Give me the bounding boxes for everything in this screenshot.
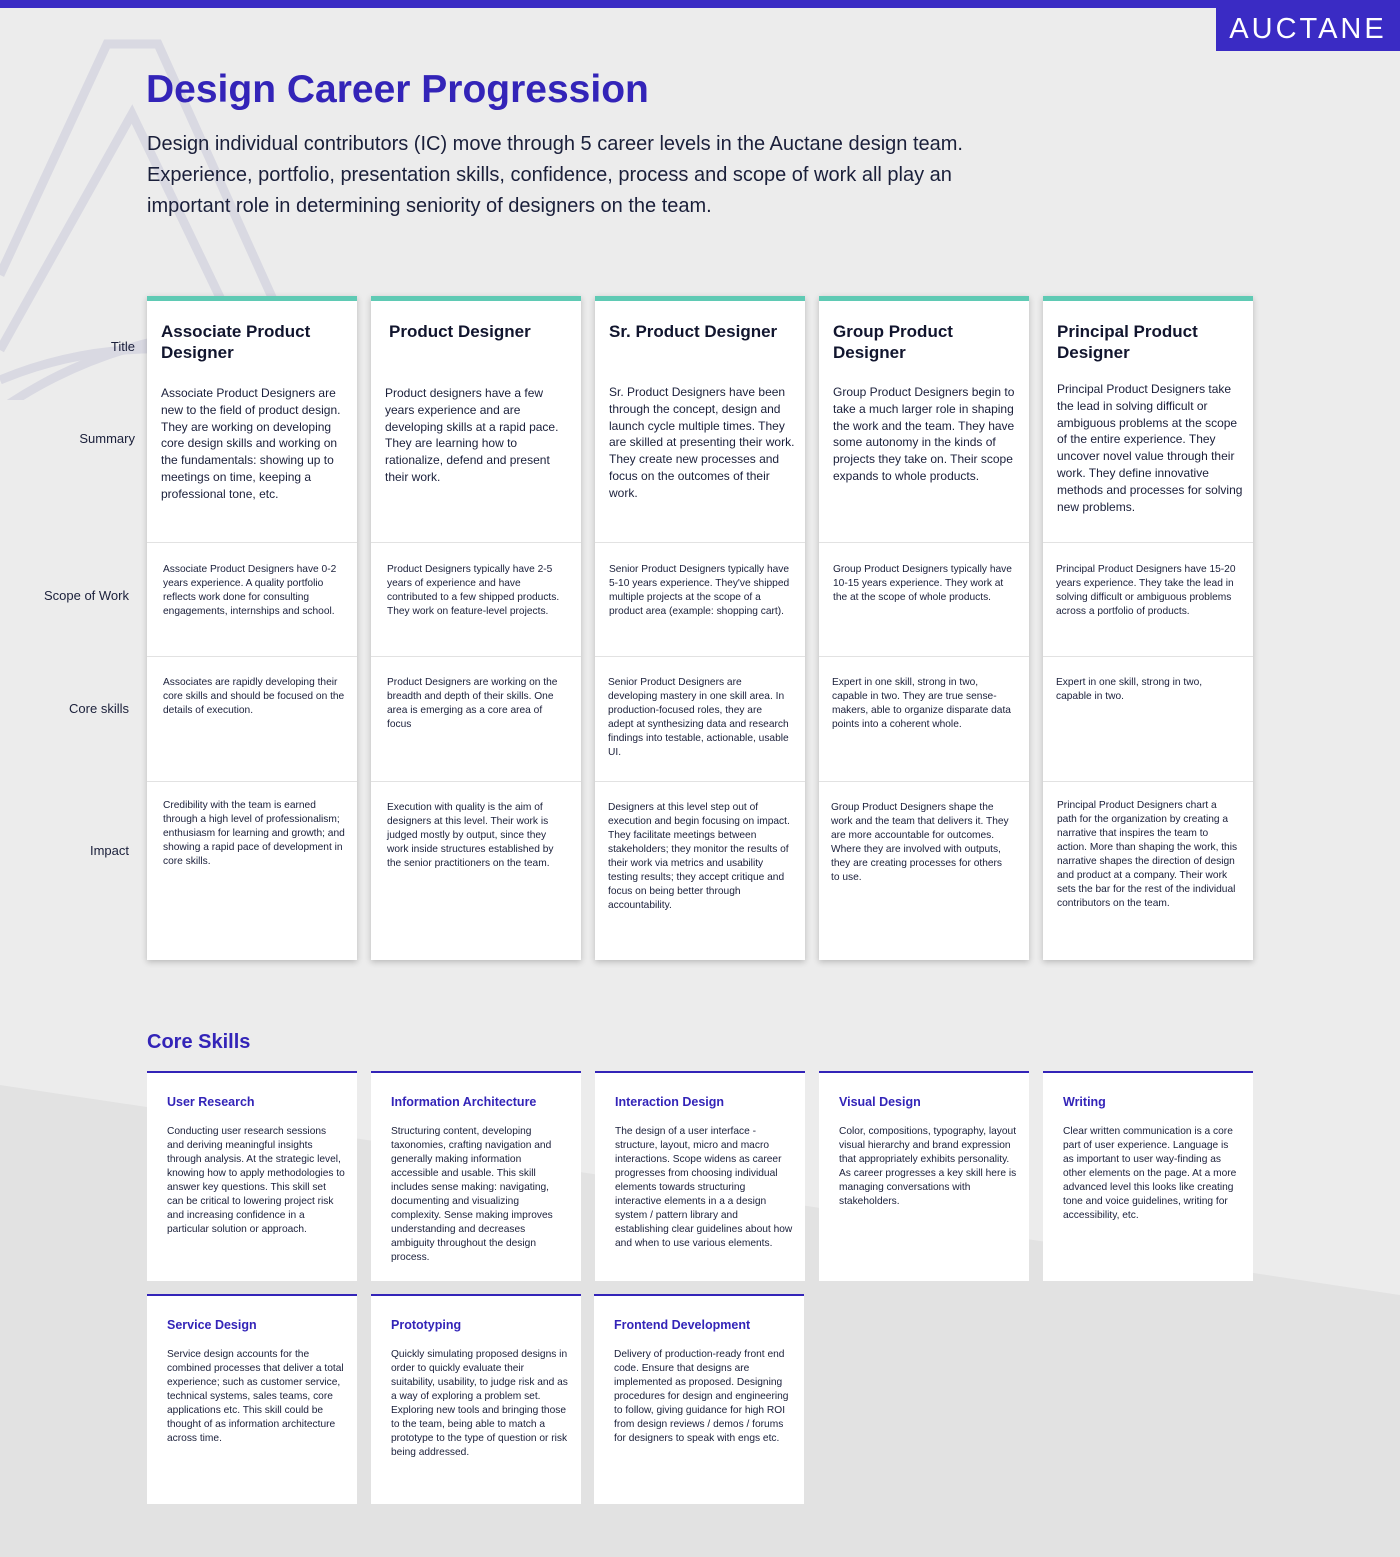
card-summary: Principal Product Designers take the lead in solving difficult or ambiguous problems at the scope of the entire experience. They uncover novel value through their work. They define innovative methods and processes for solving new problems. — [1057, 382, 1243, 514]
card-impact: Group Product Designers shape the work and the team that delivers it. They are more accountable for outcomes. Where they are involved with outputs, they are creating processes for others to use. — [831, 802, 1009, 883]
row-label-scope: Scope of Work — [43, 588, 129, 603]
card-impact-section — [595, 781, 805, 960]
card-header-section — [371, 301, 581, 542]
card-summary: Group Product Designers begin to take a much larger role in shaping the work and the team. They have some autonomy in the kinds of projects they take on. Their scope expands to whole products. — [833, 385, 1015, 483]
card-scope: Group Product Designers typically have 10-15 years experience. They work at the at the scope of whole products. — [833, 564, 1012, 603]
card-core-skills: Associates are rapidly developing their core skills and should be focused on the details of execution. — [163, 677, 345, 716]
card-scope-section — [1043, 542, 1253, 656]
card-core-section — [595, 656, 805, 781]
card-title: Product Designer — [389, 322, 531, 341]
card-core-skills: Expert in one skill, strong in two, capable in two. — [1056, 677, 1203, 702]
skill-description: Quickly simulating proposed designs in order to quickly evaluate their suitability, usability, to judge risk and as a way of exploring a problem set. Exploring new tools and bringing those to the team, being able to match a prototype to the type of question or risk being addressed. — [391, 1349, 568, 1458]
level-card-associate — [147, 296, 357, 960]
skill-card-information-architecture — [371, 1071, 581, 1281]
skill-description: Conducting user research sessions and deriving meaningful insights through analysis. At the strategic level, knowing how to apply methodologies to answer key questions. This skill set can be critical to lowering project risk and increasing confidence in a particular solution or approach. — [167, 1126, 345, 1235]
level-card-group — [819, 296, 1029, 960]
card-header-section — [1043, 301, 1253, 542]
card-summary: Product designers have a few years experience and are developing skills at a rapid pace. They are learning how to rationalize, defend and present their work. — [385, 386, 559, 484]
skill-card-service-design — [147, 1294, 357, 1504]
card-header-section — [147, 301, 357, 542]
skill-description: Color, compositions, typography, layout visual hierarchy and brand expression that appropriately exhibits personality. As career progresses a key skill here is managing conversations with stakeholders. — [839, 1126, 1017, 1207]
page-title: Design Career Progression — [146, 68, 649, 111]
card-title: Sr. Product Designer — [609, 322, 778, 341]
skill-name: Information Architecture — [391, 1095, 537, 1109]
card-core-skills: Senior Product Designers are developing mastery in one skill area. In production-focused roles, they are adept at synthesizing data and research findings into testable, actionable, usable UI. — [608, 677, 789, 758]
skill-card-frontend-development — [594, 1294, 804, 1504]
card-header-section — [819, 301, 1029, 542]
card-scope: Senior Product Designers typically have 5-10 years experience. They've shipped multiple projects at the scope of a product area (example: shopping cart). — [609, 564, 790, 617]
card-impact: Designers at this level step out of execution and begin focusing on impact. They facilitate meetings between stakeholders; they monitor the results of their work via metrics and usability testing results; they accept critique and focus on being better through accountability. — [608, 802, 790, 911]
skill-name: Writing — [1063, 1095, 1106, 1109]
skill-description: Delivery of production-ready front end code. Ensure that designs are implemented as proposed. Designing procedures for design and engineering to follow, giving guidance for high ROI from design reviews / demos / forums for designers to speak with engs etc. — [614, 1349, 789, 1444]
row-label-core-skills: Core skills — [69, 701, 129, 716]
card-impact-section — [819, 781, 1029, 960]
skill-description: Clear written communication is a core part of user experience. Language is as important to user way-finding as other elements on the page. At a more advanced level this looks like creating tone and voice guidelines, writing for accessibility, etc. — [1063, 1126, 1237, 1221]
core-skills-heading: Core Skills — [147, 1031, 251, 1053]
level-card-principal — [1043, 296, 1253, 960]
skill-description: The design of a user interface - structure, layout, micro and macro interactions. Scope widens as career progresses from choosing individual elements towards structuring interactive elements in a a design system / pattern library and establishing clear guidelines about how and when to use various elements. — [615, 1126, 793, 1249]
card-scope-section — [371, 542, 581, 656]
card-impact-section — [147, 781, 357, 960]
card-scope: Product Designers typically have 2-5 years of experience and have contributed to a few shipped products. They work on feature-level projects. — [387, 564, 560, 617]
skill-card-writing — [1043, 1071, 1253, 1281]
skill-description: Structuring content, developing taxonomies, crafting navigation and generally making information accessible and usable. This skill includes sense making: navigating, documenting and visualizing complexity. Sense making improves understanding and decreases ambiguity throughout the design process. — [391, 1126, 553, 1263]
card-scope: Associate Product Designers have 0-2 years experience. A quality portfolio reflects work done for consulting engagements, internships and school. — [163, 564, 337, 617]
skill-name: User Research — [167, 1095, 255, 1109]
card-core-skills: Expert in one skill, strong in two, capable in two. They are true sense-makers, able to organize disparate data points into a coherent whole. — [832, 677, 1011, 730]
card-title: Group Product Designer — [833, 322, 953, 362]
card-core-section — [371, 656, 581, 781]
card-core-section — [819, 656, 1029, 781]
card-scope-section — [819, 542, 1029, 656]
card-scope: Principal Product Designers have 15-20 years experience. They take the lead in solving difficult or ambiguous problems across a portfolio of products. — [1056, 564, 1236, 617]
brand-logo: AUCTANE — [1216, 8, 1400, 51]
card-summary: Associate Product Designers are new to the field of product design. They are working on developing core design skills and working on the fundamentals: showing up to meetings on time, keeping a professional tone, etc. — [161, 386, 341, 501]
row-label-title: Title — [110, 339, 135, 354]
card-header-section — [595, 301, 805, 542]
skill-card-user-research — [147, 1071, 357, 1281]
top-accent-bar — [0, 0, 1400, 8]
skill-card-interaction-design — [595, 1071, 805, 1281]
card-core-skills: Product Designers are working on the breadth and depth of their skills. One area is emerging as a core area of focus — [387, 677, 558, 730]
card-impact-section — [1043, 781, 1253, 960]
card-core-section — [147, 656, 357, 781]
card-core-section — [1043, 656, 1253, 781]
row-label-summary: Summary — [79, 431, 135, 446]
skill-card-visual-design — [819, 1071, 1029, 1281]
skill-name: Service Design — [167, 1318, 257, 1332]
card-title: Associate Product Designer — [161, 322, 311, 362]
skill-description: Service design accounts for the combined processes that deliver a total experience; such as customer service, technical systems, sales teams, core applications etc. This skill could be thought of as information architecture across time. — [167, 1349, 344, 1444]
card-summary: Sr. Product Designers have been through the concept, design and launch cycle multiple times. They are skilled at presenting their work. They create new processes and focus on the outcomes of their work. — [609, 385, 795, 500]
skill-name: Visual Design — [839, 1095, 921, 1109]
intro-paragraph: Design individual contributors (IC) move through 5 career levels in the Auctane design team. Experience, portfolio, presentation skills, confidence, process and scope of work all play an important role in determining seniority of designers on the team. — [147, 133, 963, 217]
card-title: Principal Product Designer — [1057, 322, 1198, 362]
card-scope-section — [147, 542, 357, 656]
skill-name: Interaction Design — [615, 1095, 725, 1109]
card-scope-section — [595, 542, 805, 656]
card-impact: Execution with quality is the aim of designers at this level. Their work is judged mostly by output, since they work inside structures established by the senior practitioners on the team. — [387, 802, 554, 869]
card-impact: Credibility with the team is earned through a high level of professionalism; enthusiasm for learning and growth; and showing a rapid pace of development in core skills. — [163, 800, 345, 867]
level-card-senior — [595, 296, 805, 960]
skill-name: Prototyping — [391, 1318, 462, 1332]
skill-name: Frontend Development — [614, 1318, 751, 1332]
card-impact-section — [371, 781, 581, 960]
level-card-product — [371, 296, 581, 960]
skill-card-prototyping — [371, 1294, 581, 1504]
card-impact: Principal Product Designers chart a path for the organization by creating a narrative that inspires the team to action. More than shaping the work, this narrative shapes the direction of design and product at a company. Their work sets the bar for the rest of the individual contributors on the team. — [1057, 800, 1238, 909]
row-label-impact: Impact — [89, 843, 129, 858]
